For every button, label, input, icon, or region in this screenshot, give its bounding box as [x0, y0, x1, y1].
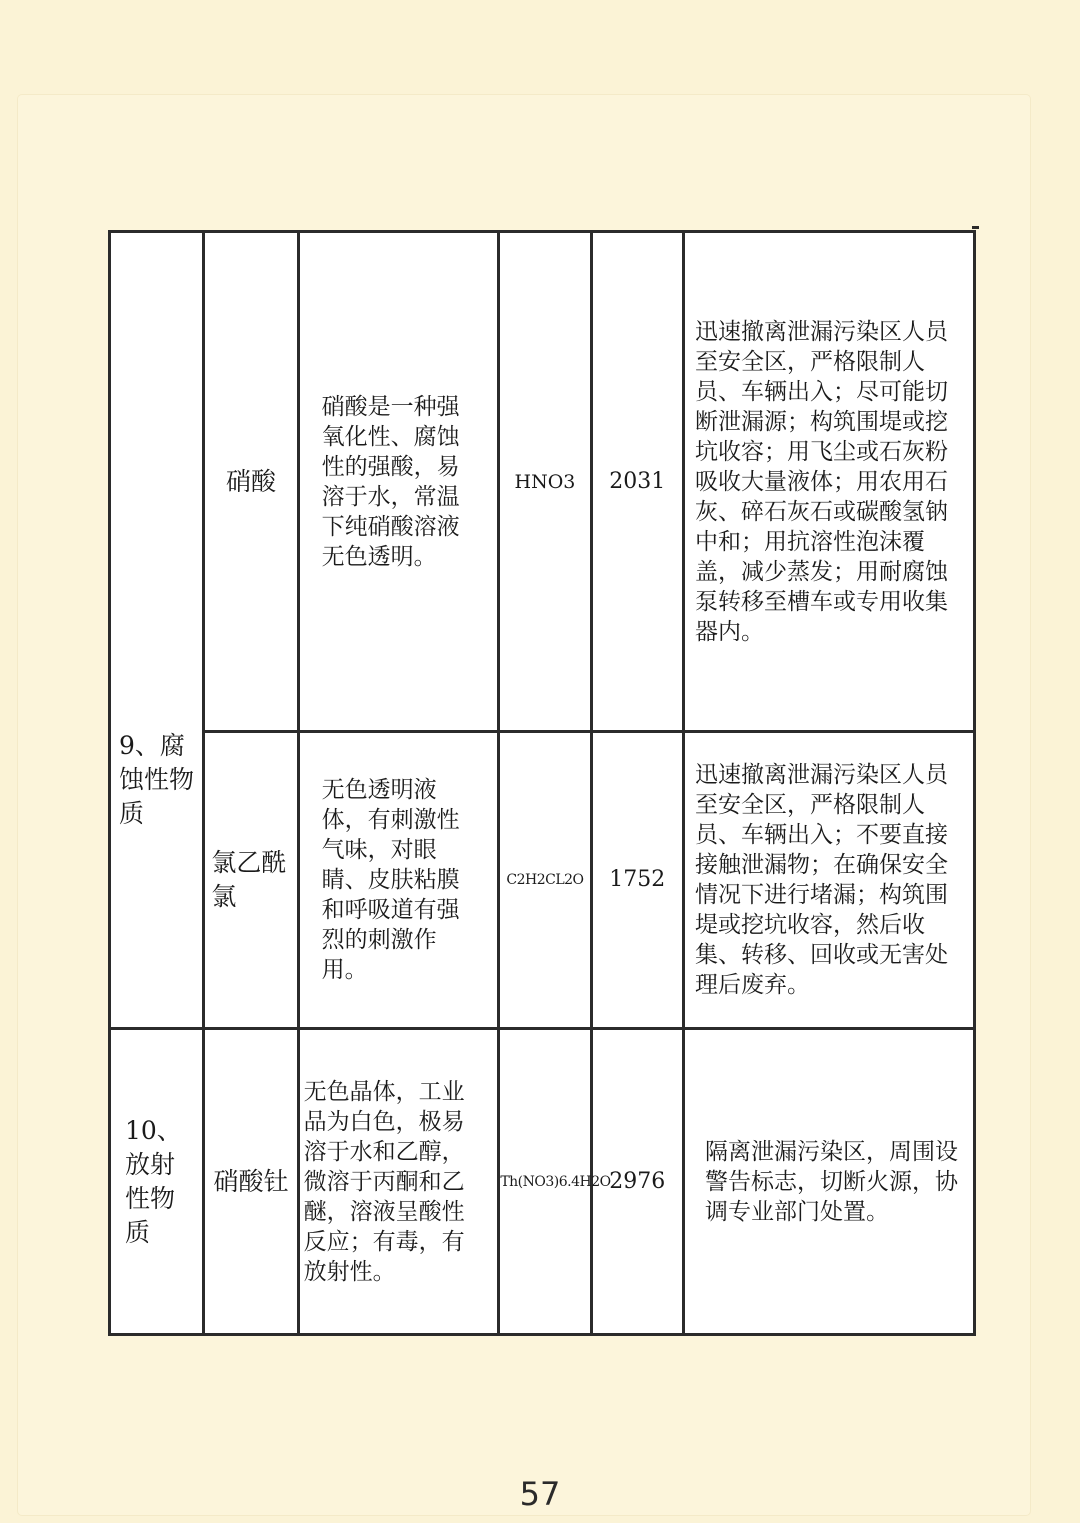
- un-number-cell: [591, 732, 683, 1029]
- page-number: 57: [519, 1475, 561, 1513]
- measures-cell: [683, 732, 974, 1029]
- measures-cell: [683, 1029, 974, 1335]
- substance-name: 硝酸钍: [213, 1166, 289, 1196]
- un-number-cell: [591, 232, 683, 732]
- un-number: 2031: [609, 468, 666, 494]
- substance-name: 氯乙酰氯: [211, 848, 287, 912]
- category-label: 10、放射性物质: [125, 1115, 182, 1247]
- substance-description: 硝酸是一种强氧化性、腐蚀性的强酸，易溶于水，常温下纯硝酸溶液无色透明。: [321, 393, 460, 570]
- description-cell: [298, 1029, 499, 1335]
- emergency-measures: 隔离泄漏污染区，周围设警告标志，切断火源，协调专业部门处置。: [704, 1138, 958, 1225]
- formula-cell: [499, 732, 591, 1029]
- substance-description: 无色透明液体，有刺激性气味，对眼睛、皮肤粘膜和呼吸道有强烈的刺激作用。: [321, 777, 460, 984]
- substance-name-cell: [204, 732, 298, 1029]
- hazardous-materials-table: [108, 230, 976, 1336]
- substance-name: 硝酸: [225, 466, 276, 496]
- chemical-formula: C2H2CL2O: [506, 872, 584, 889]
- emergency-measures: 迅速撤离泄漏污染区人员至安全区，严格限制人员、车辆出入；不要直接接触泄漏物；在确保安全情况下进行堵漏；构筑围堤或挖坑收容，然后收集、转移、回收或无害处理后废弃。: [694, 762, 948, 999]
- substance-description: 无色晶体，工业品为白色，极易溶于水和乙醇，微溶于丙酮和乙醚，溶液呈酸性反应；有毒，有放射性。: [303, 1078, 465, 1285]
- formula-cell: [499, 1029, 611, 1335]
- substance-name-cell: [204, 1029, 298, 1335]
- chemical-formula: HNO3: [514, 470, 576, 493]
- category-cell: [110, 1029, 204, 1335]
- un-number: 1752: [609, 867, 666, 893]
- table-row: [110, 232, 975, 732]
- substance-name-cell: [204, 232, 298, 732]
- category-label: 9、腐蚀性物质: [119, 731, 195, 828]
- emergency-measures: 迅速撤离泄漏污染区人员至安全区，严格限制人员、车辆出入；尽可能切断泄漏源；构筑围堤或挖坑收容；用飞尘或石灰粉吸收大量液体；用农用石灰、碎石灰石或碳酸氢钠中和；用抗溶性泡沫覆盖，减少蒸发；用耐腐蚀泵转移至槽车或专用收集器内。: [694, 318, 948, 645]
- chemical-formula: Th(NO3)6.4H2O: [500, 1173, 611, 1190]
- un-number: 2976: [609, 1168, 666, 1194]
- measures-cell: [683, 232, 974, 732]
- description-cell: [298, 232, 499, 732]
- category-cell: [110, 232, 204, 1029]
- table-row: [110, 732, 975, 1029]
- table-corner-mark: [972, 226, 979, 229]
- table-row: [110, 1029, 975, 1335]
- description-cell: [298, 732, 499, 1029]
- formula-cell: [499, 232, 591, 732]
